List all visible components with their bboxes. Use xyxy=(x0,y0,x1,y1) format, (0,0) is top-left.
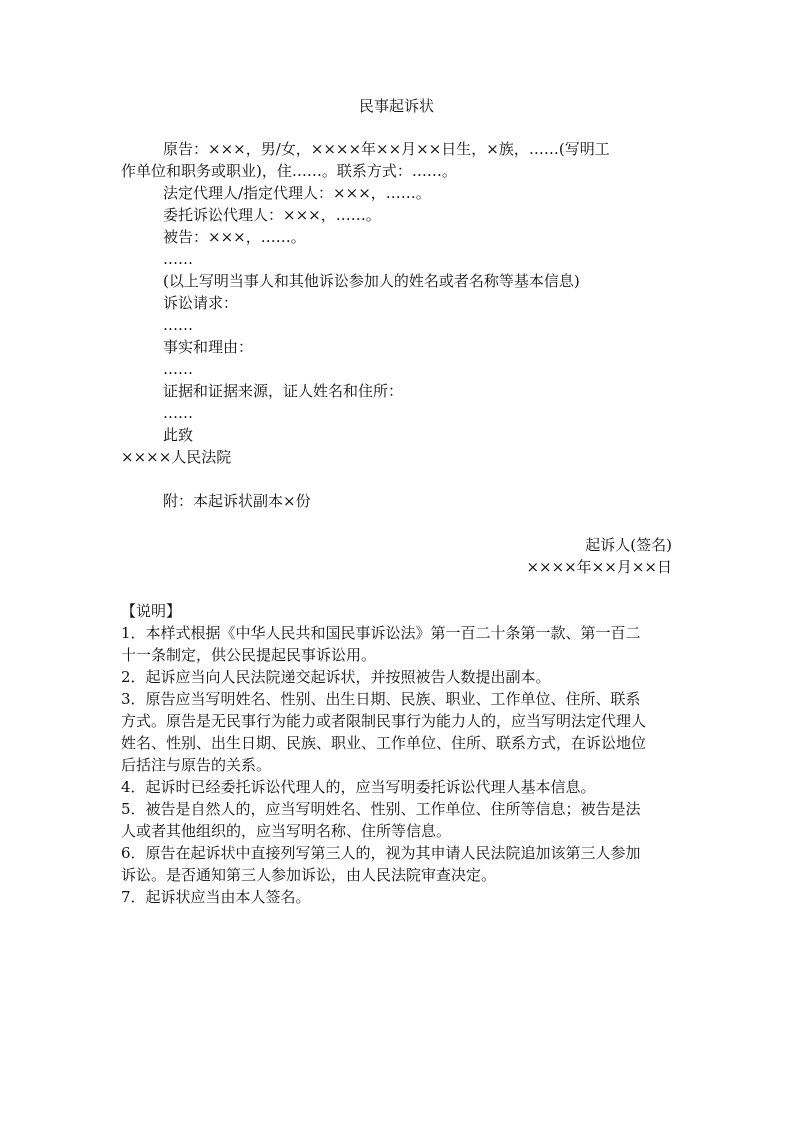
notes-line: 5．被告是自然人的，应当写明姓名、性别、工作单位、住所等信息；被告是法 xyxy=(121,800,641,818)
ellipsis-facts: …… xyxy=(163,360,193,378)
notes-line: 1．本样式根据《中华人民共和国民事诉讼法》第一百二十条第一款、第一百二 xyxy=(121,624,641,642)
facts-heading: 事实和理由： xyxy=(163,338,254,356)
ellipsis-parties: …… xyxy=(163,250,193,268)
notes-line: 姓名、性别、出生日期、民族、职业、工作单位、住所、联系方式，在诉讼地位 xyxy=(121,734,647,752)
notes-line: 诉讼。是否通知第三人参加诉讼，由人民法院审查决定。 xyxy=(121,866,497,884)
notes-line: 4．起诉时已经委托诉讼代理人的，应当写明委托诉讼代理人基本信息。 xyxy=(121,778,596,796)
notes-line: 人或者其他组织的，应当写明名称、住所等信息。 xyxy=(121,822,452,840)
notes-line: 2．起诉应当向人民法院递交起诉状，并按照被告人数提出副本。 xyxy=(121,668,551,686)
salutation: 此致 xyxy=(163,426,194,444)
claims-heading: 诉讼请求： xyxy=(163,294,239,312)
document-title: 民事起诉状 xyxy=(358,97,434,115)
litigation-agent-line: 委托诉讼代理人：×××，……。 xyxy=(163,206,381,224)
legal-representative-line: 法定代理人/指定代理人：×××，……。 xyxy=(163,184,431,202)
notes-line: 后括注与原告的关系。 xyxy=(121,756,272,774)
plaintiff-line-2: 作单位和职务或职业)，住……。联系方式：……。 xyxy=(121,162,457,180)
attachment-line: 附：本起诉状副本×份 xyxy=(163,492,311,510)
evidence-heading: 证据和证据来源，证人姓名和住所： xyxy=(163,382,404,400)
plaintiff-line-1: 原告：×××，男/女，××××年××月××日生，×族，……(写明工 xyxy=(163,140,610,158)
notes-line: 十一条制定，供公民提起民事诉讼用。 xyxy=(121,646,377,664)
notes-heading: 【说明】 xyxy=(121,602,182,620)
defendant-line: 被告：×××，……。 xyxy=(163,228,306,246)
court-name: ××××人民法院 xyxy=(121,448,232,466)
notes-line: 7．起诉状应当由本人签名。 xyxy=(121,888,311,906)
party-note: (以上写明当事人和其他诉讼参加人的姓名或者名称等基本信息) xyxy=(163,272,580,290)
ellipsis-claims: …… xyxy=(163,316,193,334)
notes-line: 3．原告应当写明姓名、性别、出生日期、民族、职业、工作单位、住所、联系 xyxy=(121,690,641,708)
signature-date: ××××年××月××日 xyxy=(526,558,672,576)
notes-line: 方式。原告是无民事行为能力或者限制民事行为能力人的，应当写明法定代理人 xyxy=(121,712,647,730)
ellipsis-evidence: …… xyxy=(163,404,193,422)
signer-label: 起诉人(签名) xyxy=(585,536,672,554)
notes-line: 6．原告在起诉状中直接列写第三人的，视为其申请人民法院追加该第三人参加 xyxy=(121,844,641,862)
